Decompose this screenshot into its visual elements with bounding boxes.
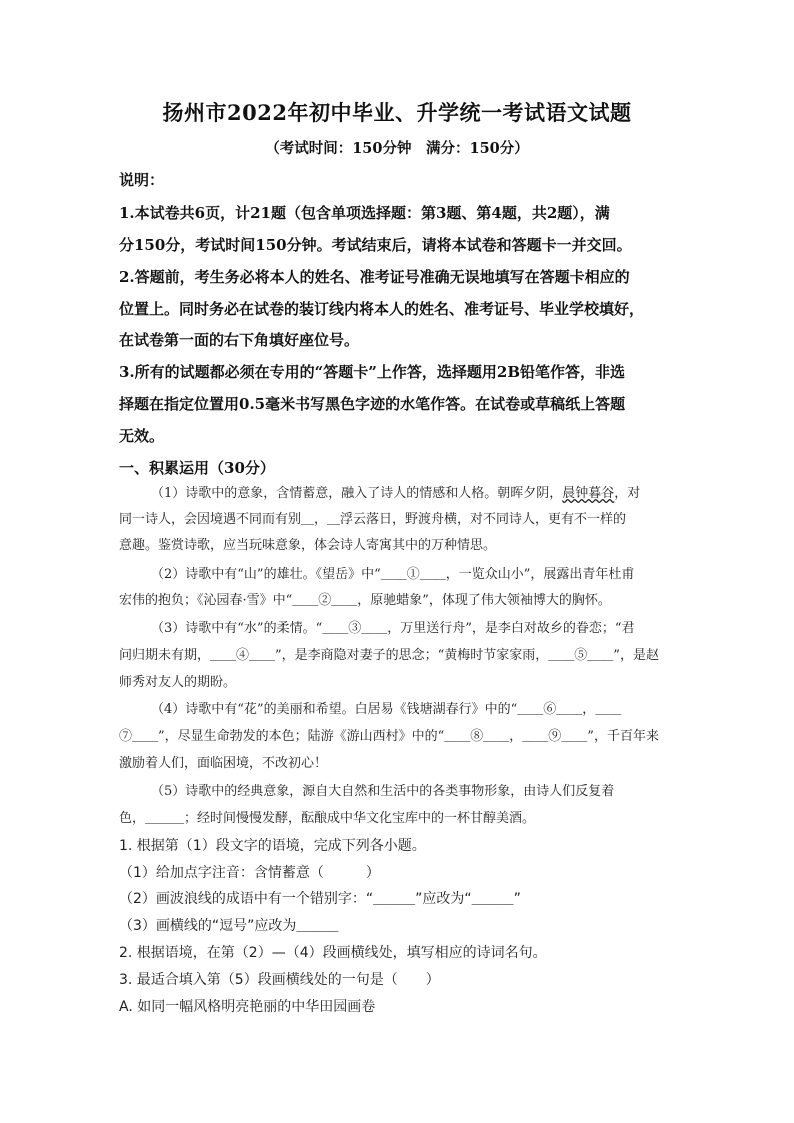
exam-title: 扬州市2022年初中毕业、升学统一考试语文试题 [162, 100, 632, 125]
passage-text: 同一诗人，会因境遇不同而有别 [119, 512, 302, 527]
notes-line: 择题在指定位置用0.5毫米书写黑色字迹的水笔作答。在试卷或草稿纸上答题 [119, 395, 626, 413]
passage-line: 意趣。鉴赏诗歌，应当玩味意象，体会诗人寄寓其中的万种情思。 [119, 538, 497, 553]
passage-text: （1）诗歌中的意象，含情蓄意，融入了诗人的情感和人格。朝晖夕阴， [151, 486, 563, 501]
notes-line: 无效。 [119, 427, 165, 445]
passage-line: ⑦＿＿”，尽显生命勃发的本色；陆游《游山西村》中的“＿＿⑧＿＿，＿＿⑨＿＿”，千百年来 [119, 729, 659, 744]
notes-line: 1.本试卷共6页，计21题（包含单项选择题：第3题、第4题，共2题），满 [119, 204, 610, 222]
passage-text: 浮云落日，野渡舟横，对不同诗人，更有不一样的 [340, 512, 627, 527]
question-line: （2）画波浪线的成语中有一个错别字：“＿＿＿”应改为“＿＿＿” [119, 891, 521, 907]
question-line: （3）画横线的“逗号”应改为＿＿＿ [119, 918, 339, 934]
notes-line: 3.所有的试题都必须在专用的“答题卡”上作答，选择题用2B铅笔作答，非选 [119, 363, 626, 381]
passage-line: 宏伟的抱负；《沁园春·雪》中“＿＿②＿＿，原驰蜡象”，体现了伟大领袖博大的胸怀。 [119, 593, 611, 608]
passage-line [151, 485, 711, 503]
passage-line: 色，＿＿＿；经时间慢慢发酵，酝酿成中华文化宝库中的一杯甘醇美酒。 [119, 811, 536, 826]
underlined-comma: ＿，＿ [301, 512, 341, 527]
notes-line: 在试卷第一面的右下角填好座位号。 [119, 331, 360, 349]
passage-line: 问归期未有期，＿＿④＿＿”，是李商隐对妻子的思念；“黄梅时节家家雨，＿＿⑤＿＿”，是赵 [119, 648, 659, 663]
passage-line: （5）诗歌中的经典意象，源自大自然和生活中的各类事物形象，由诗人们反复着 [151, 784, 615, 799]
notes-heading: 说明： [119, 171, 165, 189]
question-line: 1. 根据第（1）段文字的语境，完成下列各小题。 [119, 838, 426, 854]
passage-line: 师秀对友人的期盼。 [119, 675, 237, 690]
passage-line [119, 511, 679, 529]
question-line: 2. 根据语境，在第（2）—（4）段画横线处，填写相应的诗词名句。 [119, 945, 547, 961]
notes-line: 位置上。同时务必在试卷的装订线内将本人的姓名、准考证号、毕业学校填好， [119, 300, 645, 318]
exam-subtitle: （考试时间：150分钟 满分：150分） [265, 140, 529, 157]
passage-line: （3）诗歌中有“水”的柔情。“＿＿③＿＿，万里送行舟”，是李白对故乡的眷恋；“君 [151, 621, 635, 636]
section-heading: 一、积累运用（30分） [119, 459, 275, 477]
passage-line: （4）诗歌中有“花”的美丽和希望。白居易《钱塘湖春行》中的“＿＿⑥＿＿，＿＿ [151, 702, 622, 717]
question-line: （1）给加点字注音：含情蓄意（ ） [119, 865, 380, 881]
notes-line: 分150分，考试时间150分钟。考试结束后，请将本试卷和答题卡一并交回。 [119, 236, 632, 254]
answer-option: A. 如同一幅风格明亮艳丽的中华田园画卷 [119, 999, 376, 1015]
passage-line: （2）诗歌中有“山”的雄壮。《望岳》中“＿＿①＿＿，一览众山小”，展露出青年杜甫 [151, 567, 635, 582]
question-line: 3. 最适合填入第（5）段画横线处的一句是（ ） [119, 972, 440, 988]
notes-line: 2.答题前，考生务必将本人的姓名、准考证号准确无误地填写在答题卡相应的 [119, 268, 630, 286]
passage-line: 激励着人们，面临困境，不改初心！ [119, 756, 328, 771]
passage-text: ，对 [614, 486, 641, 501]
wavy-underlined-idiom: 晨钟暮谷 [562, 486, 615, 501]
